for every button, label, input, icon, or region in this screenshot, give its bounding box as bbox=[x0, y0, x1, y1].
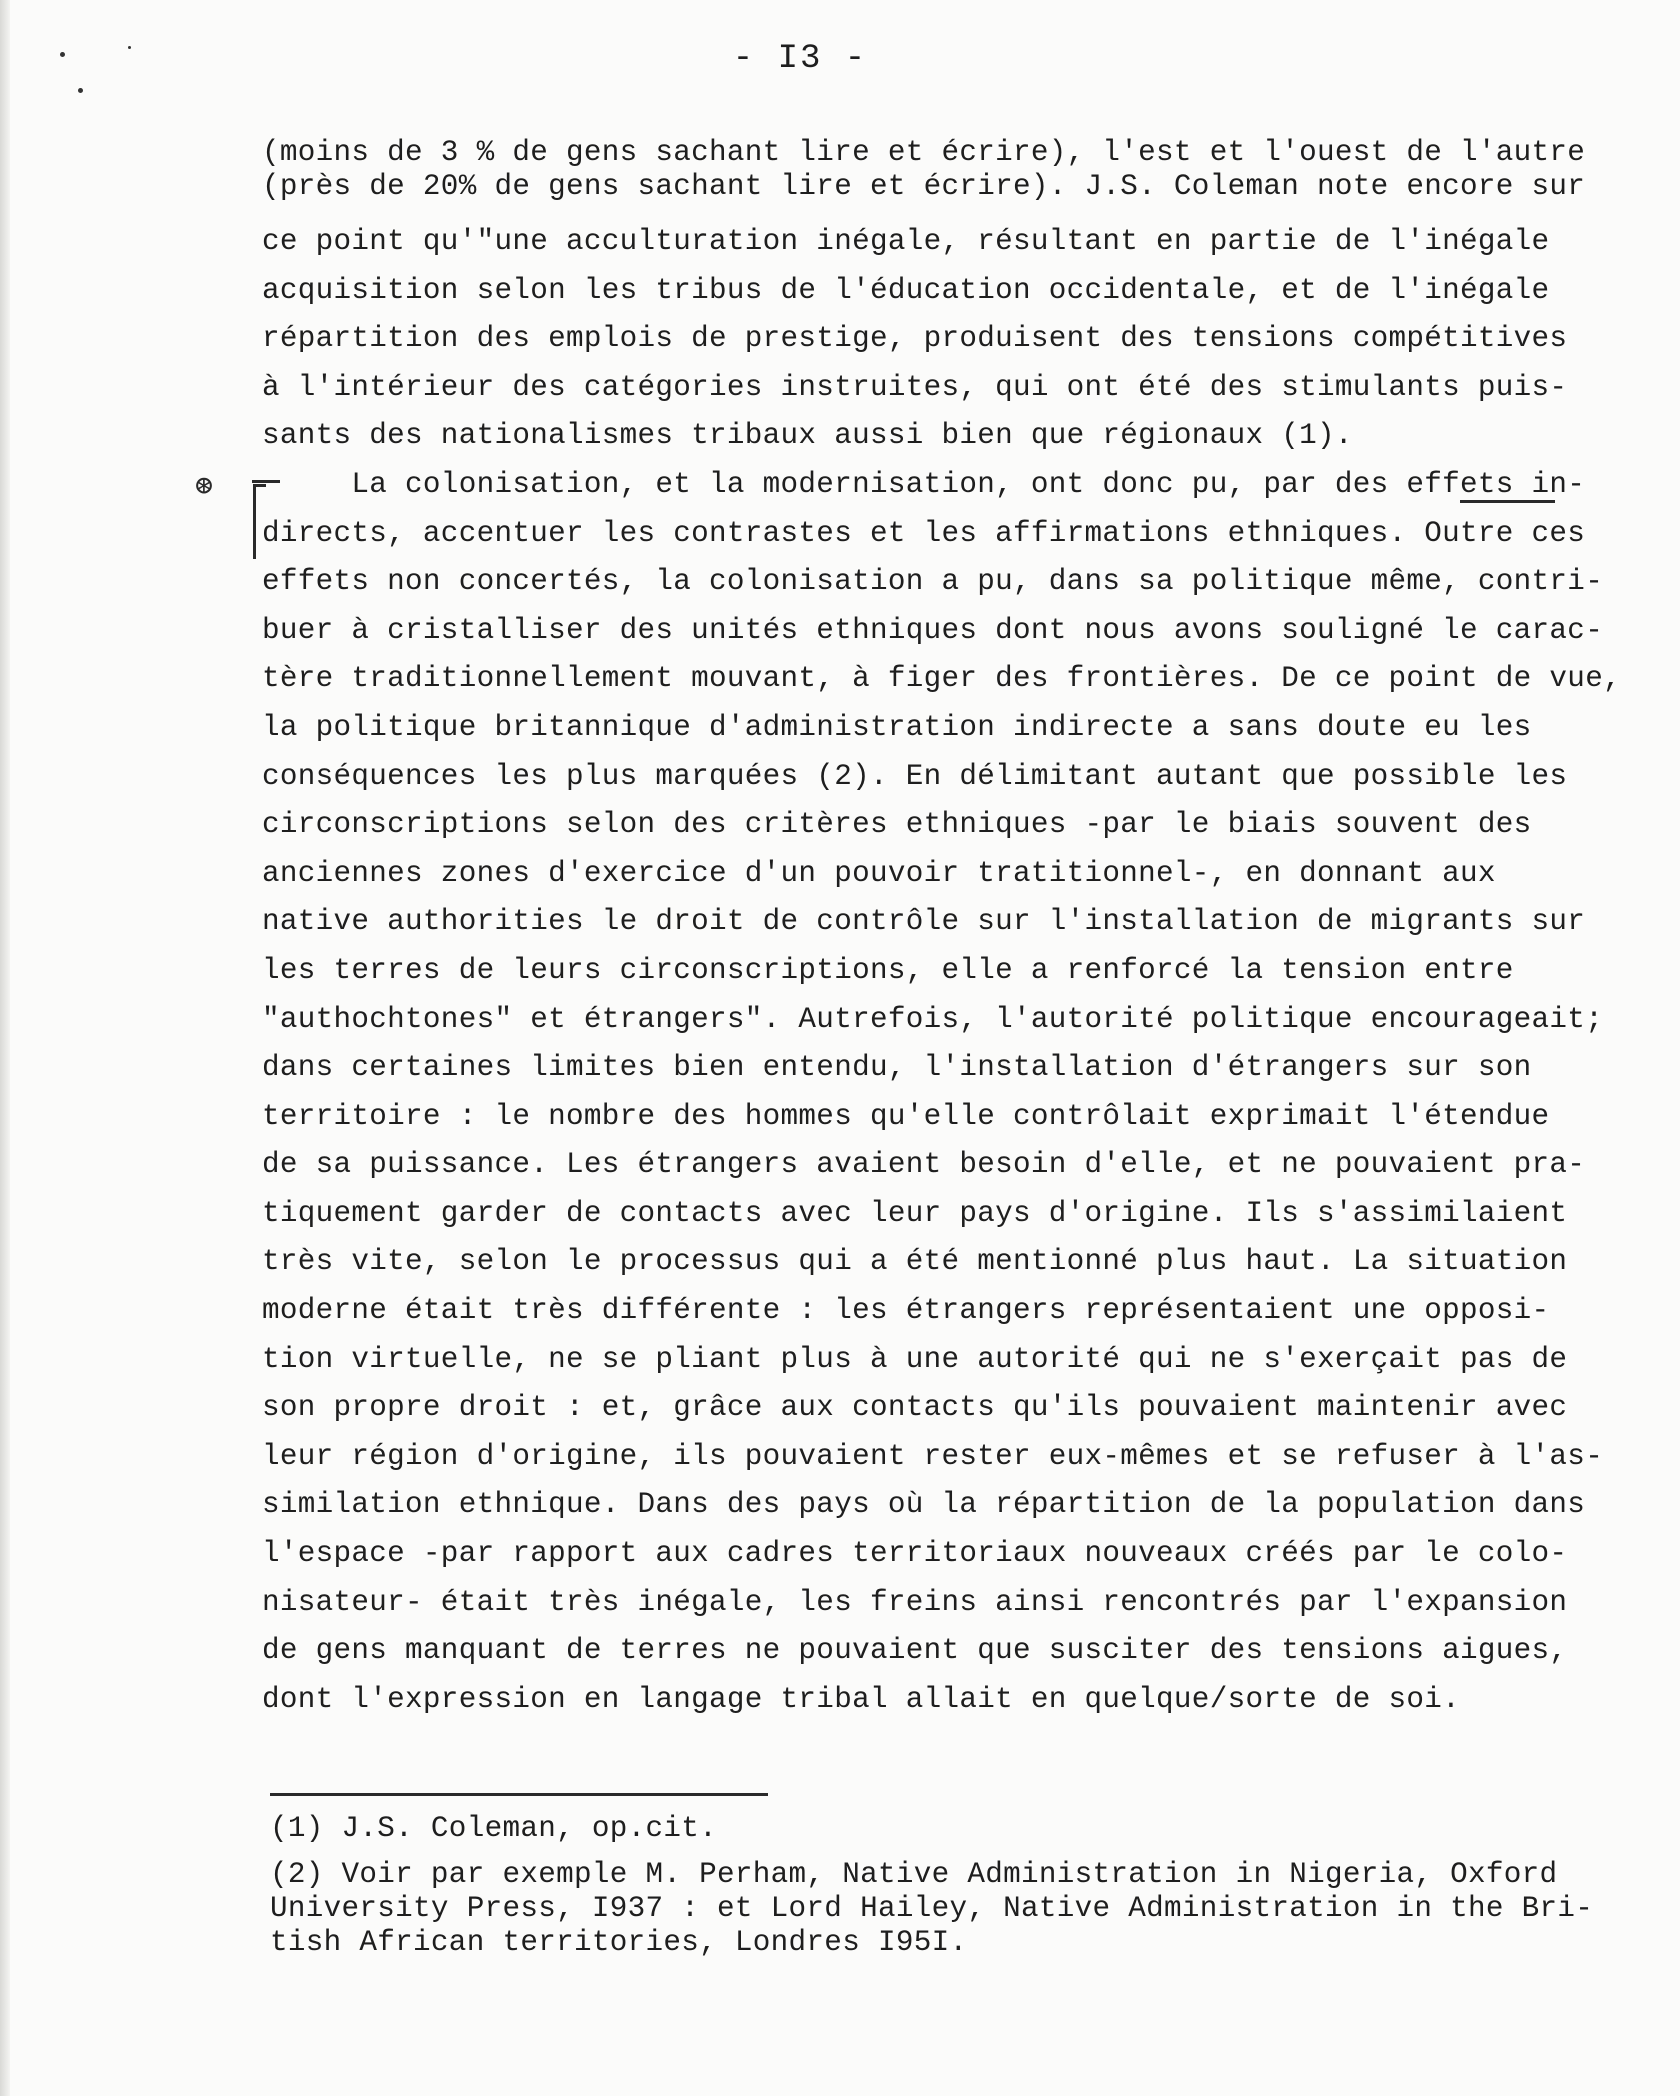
text-line: ce point qu'"une acculturation inégale, résultant en partie de l'inégale bbox=[262, 225, 1550, 258]
text-line: territoire : le nombre des hommes qu'elle contrôlait exprimait l'étendue bbox=[262, 1099, 1550, 1133]
page-number: - I3 - bbox=[732, 40, 868, 78]
footnote-2-line: University Press, I937 : et Lord Hailey, Native Administration in the Bri- bbox=[270, 1892, 1594, 1925]
text-line: l'espace -par rapport aux cadres territoriaux nouveaux créés par le colo- bbox=[262, 1537, 1568, 1571]
paragraph-start-line: La colonisation, et la modernisation, ont donc pu, par des effets in- bbox=[262, 467, 1586, 501]
text-line: (près de 20% de gens sachant lire et écrire). J.S. Coleman note encore sur bbox=[262, 170, 1586, 203]
text-line: circonscriptions selon des critères ethniques -par le biais souvent des bbox=[262, 808, 1532, 842]
text-line: de sa puissance. Les étrangers avaient besoin d'elle, et ne pouvaient pra- bbox=[262, 1148, 1586, 1182]
text-line: son propre droit : et, grâce aux contacts qu'ils pouvaient maintenir avec bbox=[262, 1391, 1568, 1425]
text-line: leur région d'origine, ils pouvaient rester eux-mêmes et se refuser à l'as- bbox=[262, 1439, 1604, 1473]
body-text bbox=[262, 136, 1642, 1724]
text-line: acquisition selon les tribus de l'éducation occidentale, et de l'inégale bbox=[262, 273, 1550, 307]
footnote-1: (1) J.S. Coleman, op.cit. bbox=[270, 1812, 718, 1845]
text-line: tion virtuelle, ne se pliant plus à une autorité qui ne s'exerçait pas de bbox=[262, 1342, 1568, 1376]
text-line: tiquement garder de contacts avec leur pays d'origine. Ils s'assimilaient bbox=[262, 1196, 1568, 1230]
scan-edge bbox=[0, 0, 10, 2096]
text-line: "authochtones" et étrangers". Autrefois, l'autorité politique encourageait; bbox=[262, 1002, 1604, 1036]
footnote-2-line: tish African territories, Londres I95I. bbox=[270, 1926, 968, 1959]
text-line: directs, accentuer les contrastes et les affirmations ethniques. Outre ces bbox=[262, 516, 1586, 550]
text-line: dans certaines limites bien entendu, l'installation d'étrangers sur son bbox=[262, 1051, 1532, 1085]
footnote-separator bbox=[270, 1793, 768, 1796]
text-line: dont l'expression en langage tribal allait en quelque/sorte de soi. bbox=[262, 1682, 1461, 1716]
footnotes bbox=[270, 1812, 1650, 1960]
text-line: similation ethnique. Dans des pays où la répartition de la population dans bbox=[262, 1488, 1586, 1522]
text-line: répartition des emplois de prestige, produisent des tensions compétitives bbox=[262, 322, 1568, 356]
text-line: native authorities le droit de contrôle sur l'installation de migrants sur bbox=[262, 905, 1586, 939]
text-line: buer à cristalliser des unités ethniques dont nous avons souligné le carac- bbox=[262, 613, 1604, 647]
text-line: tère traditionnellement mouvant, à figer des frontières. De ce point de vue, bbox=[262, 662, 1621, 696]
footnote-2-line: (2) Voir par exemple M. Perham, Native Administration in Nigeria, Oxford bbox=[270, 1858, 1558, 1891]
text-line: effets non concertés, la colonisation a pu, dans sa politique même, contri- bbox=[262, 565, 1604, 599]
text-line: conséquences les plus marquées (2). En délimitant autant que possible les bbox=[262, 759, 1568, 793]
text-line: de gens manquant de terres ne pouvaient que susciter des tensions aigues, bbox=[262, 1634, 1568, 1668]
text-line: sants des nationalismes tribaux aussi bien que régionaux (1). bbox=[262, 419, 1353, 453]
margin-annotation-icon: ⊛ bbox=[195, 471, 214, 505]
text-line: nisateur- était très inégale, les freins ainsi rencontrés par l'expansion bbox=[262, 1585, 1568, 1619]
text-line: anciennes zones d'exercice d'un pouvoir tratitionnel-, en donnant aux bbox=[262, 856, 1496, 890]
text-line: moderne était très différente : les étrangers représentaient une opposi- bbox=[262, 1294, 1550, 1328]
text-line: à l'intérieur des catégories instruites, qui ont été des stimulants puis- bbox=[262, 370, 1568, 404]
scan-speck bbox=[78, 88, 83, 93]
text-line: très vite, selon le processus qui a été mentionné plus haut. La situation bbox=[262, 1245, 1568, 1279]
text-line: (moins de 3 % de gens sachant lire et écrire), l'est et l'ouest de l'autre bbox=[262, 136, 1586, 169]
text-line: les terres de leurs circonscriptions, elle a renforcé la tension entre bbox=[262, 953, 1514, 987]
text-line: la politique britannique d'administration indirecte a sans doute eu les bbox=[262, 710, 1532, 744]
